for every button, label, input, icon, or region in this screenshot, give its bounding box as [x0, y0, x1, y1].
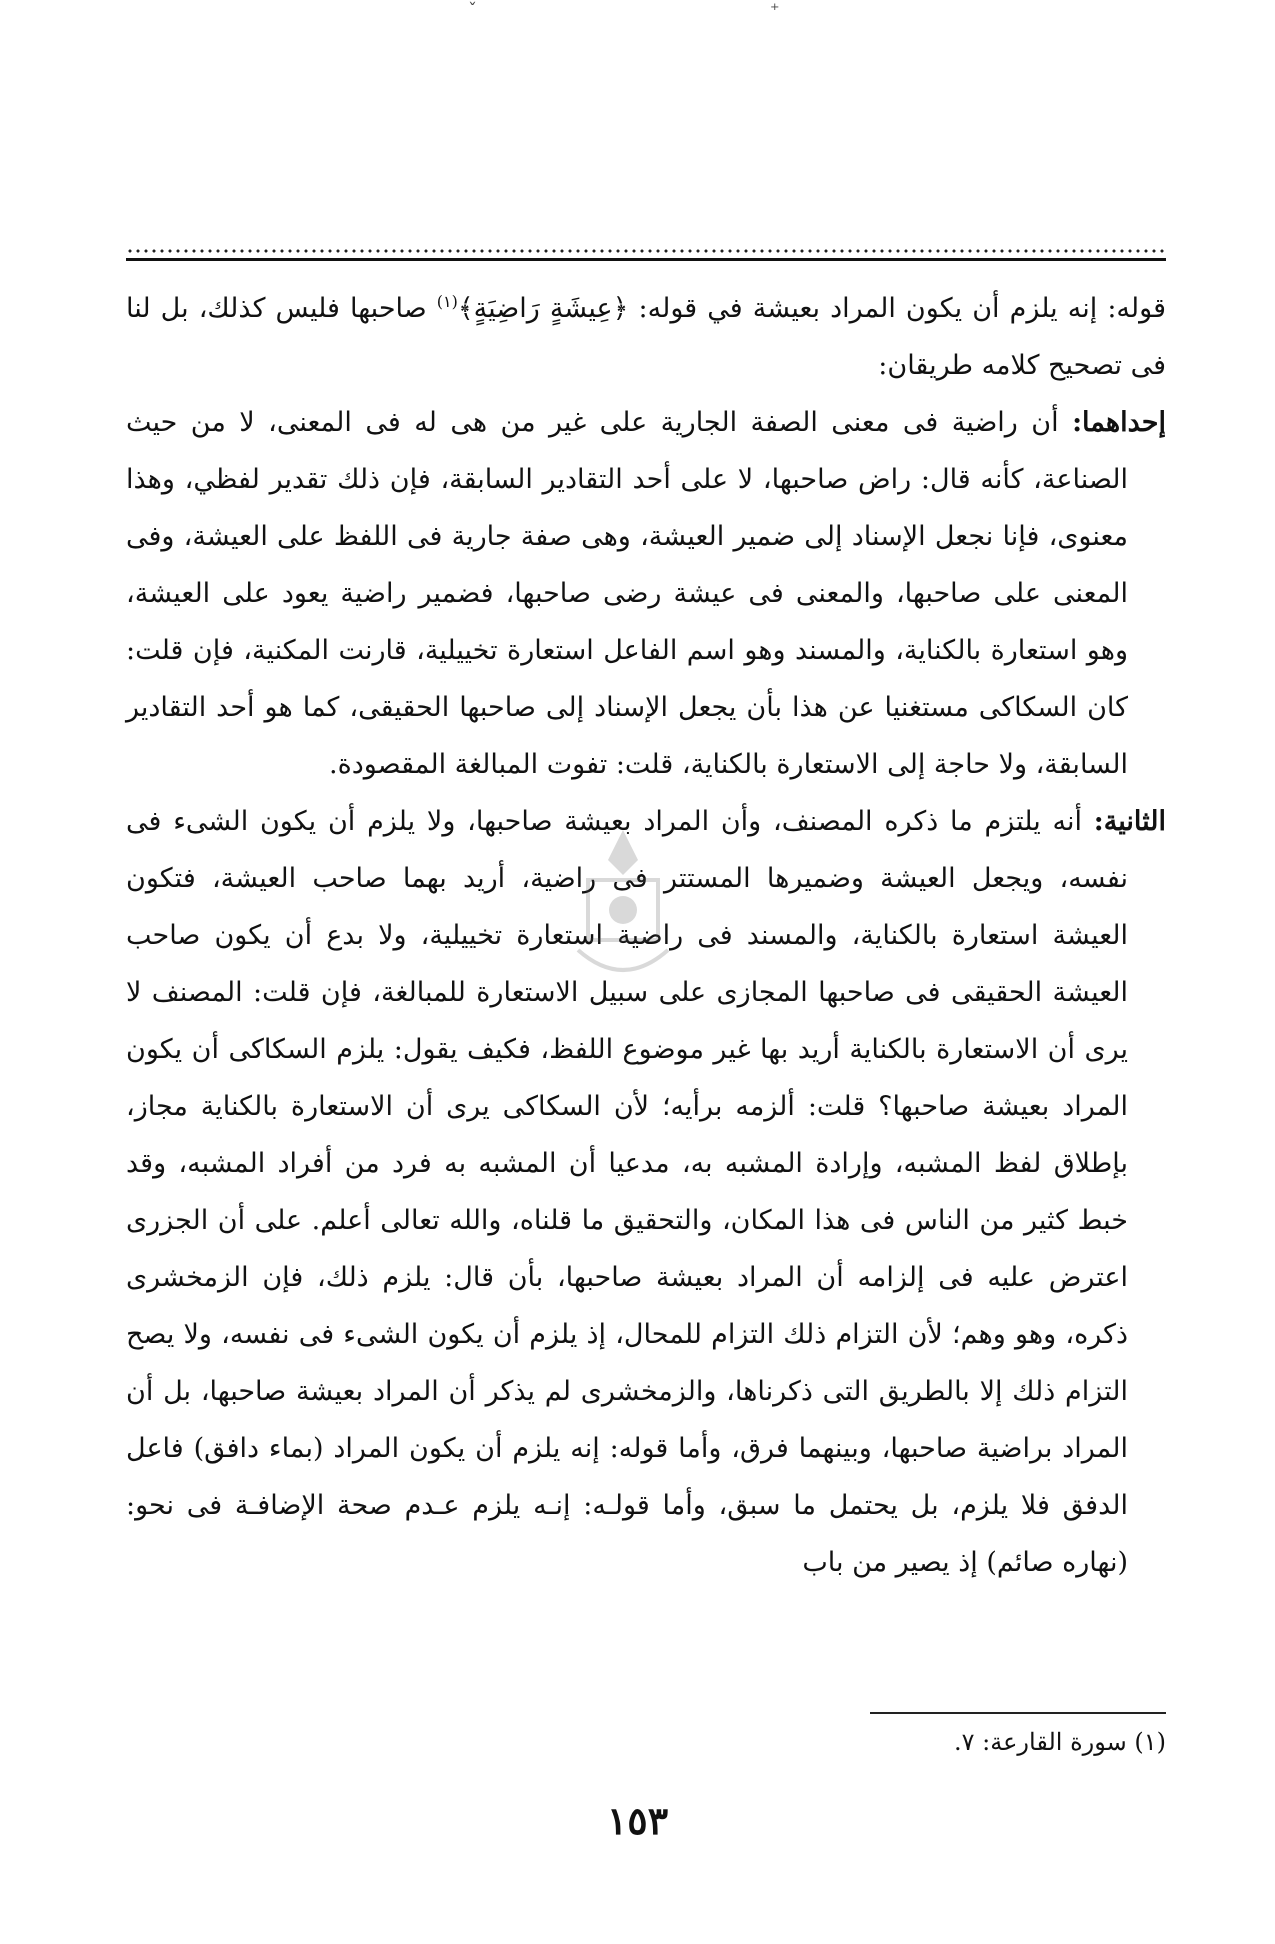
paragraph-text: أن راضية فى معنى الصفة الجارية على غير من هى له فى المعنى، لا من حيث الصناعة، كأنه قال: راض صاحبها، لا على أحد التقادير السابقة، فإن ذلك تقدير لفظي، وهذا معنوى، فإنا نجعل الإسناد إلى ضمير العيشة، وهى صفة جارية فى اللفظ على العيشة، وفى المعنى على صاحبها، والمعنى فى عيشة رضى صاحبها، فضمير راضية يعود على العيشة، وهو استعارة بالكناية، والمسند وهو اسم الفاعل استعارة تخييلية، قارنت المكنية، فإن قلت: كان السكاكى مستغنيا عن هذا بأن يجعل الإسناد إلى صاحبها الحقيقى، كما هو أحد التقادير السابقة، ولا حاجة إلى الاستعارة بالكناية، قلت: تفوت المبالغة المقصودة. — [126, 407, 1128, 780]
paragraph-intro — [126, 280, 1166, 394]
library-stamp-watermark — [548, 820, 698, 990]
page-number: ١٥٣ — [606, 1798, 669, 1843]
paragraph-lead: إحداهما: — [1072, 407, 1166, 438]
footnote-ref: (١) — [436, 292, 458, 311]
scan-mark: ⁺ — [770, 0, 780, 21]
footnote: (١) سورة القارعة: ٧. — [953, 1728, 1166, 1756]
paragraph-first-way — [126, 394, 1166, 793]
header-rule — [126, 258, 1166, 261]
scan-mark: ˇ — [468, 0, 477, 21]
paragraph-lead: الثانية: — [1093, 806, 1166, 837]
header-dotted-rule — [126, 248, 1166, 254]
paragraph-text: قوله: إنه يلزم أن يكون المراد بعيشة في قوله: ﴿عِيشَةٍ رَاضِيَةٍ﴾ — [457, 293, 1166, 324]
paragraph-text: أنه يلتزم ما ذكره المصنف، وأن المراد بعيشة صاحبها، ولا يلزم أن يكون الشىء فى نفسه، ويجعل العيشة وضميرها المستتر فى راضية، أريد بهما صاحب العيشة، فتكون العيشة استعارة بالكناية، والمسند فى راضية استعارة تخييلية، ولا بدع أن يكون صاحب العيشة الحقيقى فى صاحبها المجازى على سبيل الاستعارة للمبالغة، فإن قلت: المصنف لا يرى أن الاستعارة بالكناية أريد بها غير موضوع اللفظ، فكيف يقول: يلزم السكاكى أن يكون المراد بعيشة صاحبها؟ قلت: ألزمه برأيه؛ لأن السكاكى يرى أن الاستعارة بالكناية مجاز، بإطلاق لفظ المشبه، وإرادة المشبه به، مدعيا أن المشبه به فرد من أفراد المشبه، وقد خبط كثير من الناس فى هذا المكان، والتحقيق ما قلناه، والله تعالى أعلم. على أن الجزرى اعترض عليه فى إلزامه أن المراد بعيشة صاحبها، بأن قال: يلزم ذلك، فإن الزمخشرى ذكره، وهو وهم؛ لأن التزام ذلك التزام للمحال، إذ يلزم أن يكون الشىء فى نفسه، ولا يصح التزام ذلك إلا بالطريق التى ذكرناها، والزمخشرى لم يذكر أن المراد بعيشة صاحبها، بل أن المراد براضية صاحبها، وبينهما فرق، وأما قوله: إنه يلزم أن يكون المراد (بماء دافق) فاعل الدفق فلا يلزم، بل يحتمل ما سبق، وأما قولـه: إنـه يلزم عـدم صحة الإضافـة فى نحو: (نهاره صائم) إذ يصير من باب — [126, 806, 1128, 1578]
paragraph-text-tail: صاحبها فليس كذلك، بل لنا فى تصحيح كلامه طريقان: — [126, 293, 1166, 381]
footnote-rule — [870, 1712, 1166, 1714]
